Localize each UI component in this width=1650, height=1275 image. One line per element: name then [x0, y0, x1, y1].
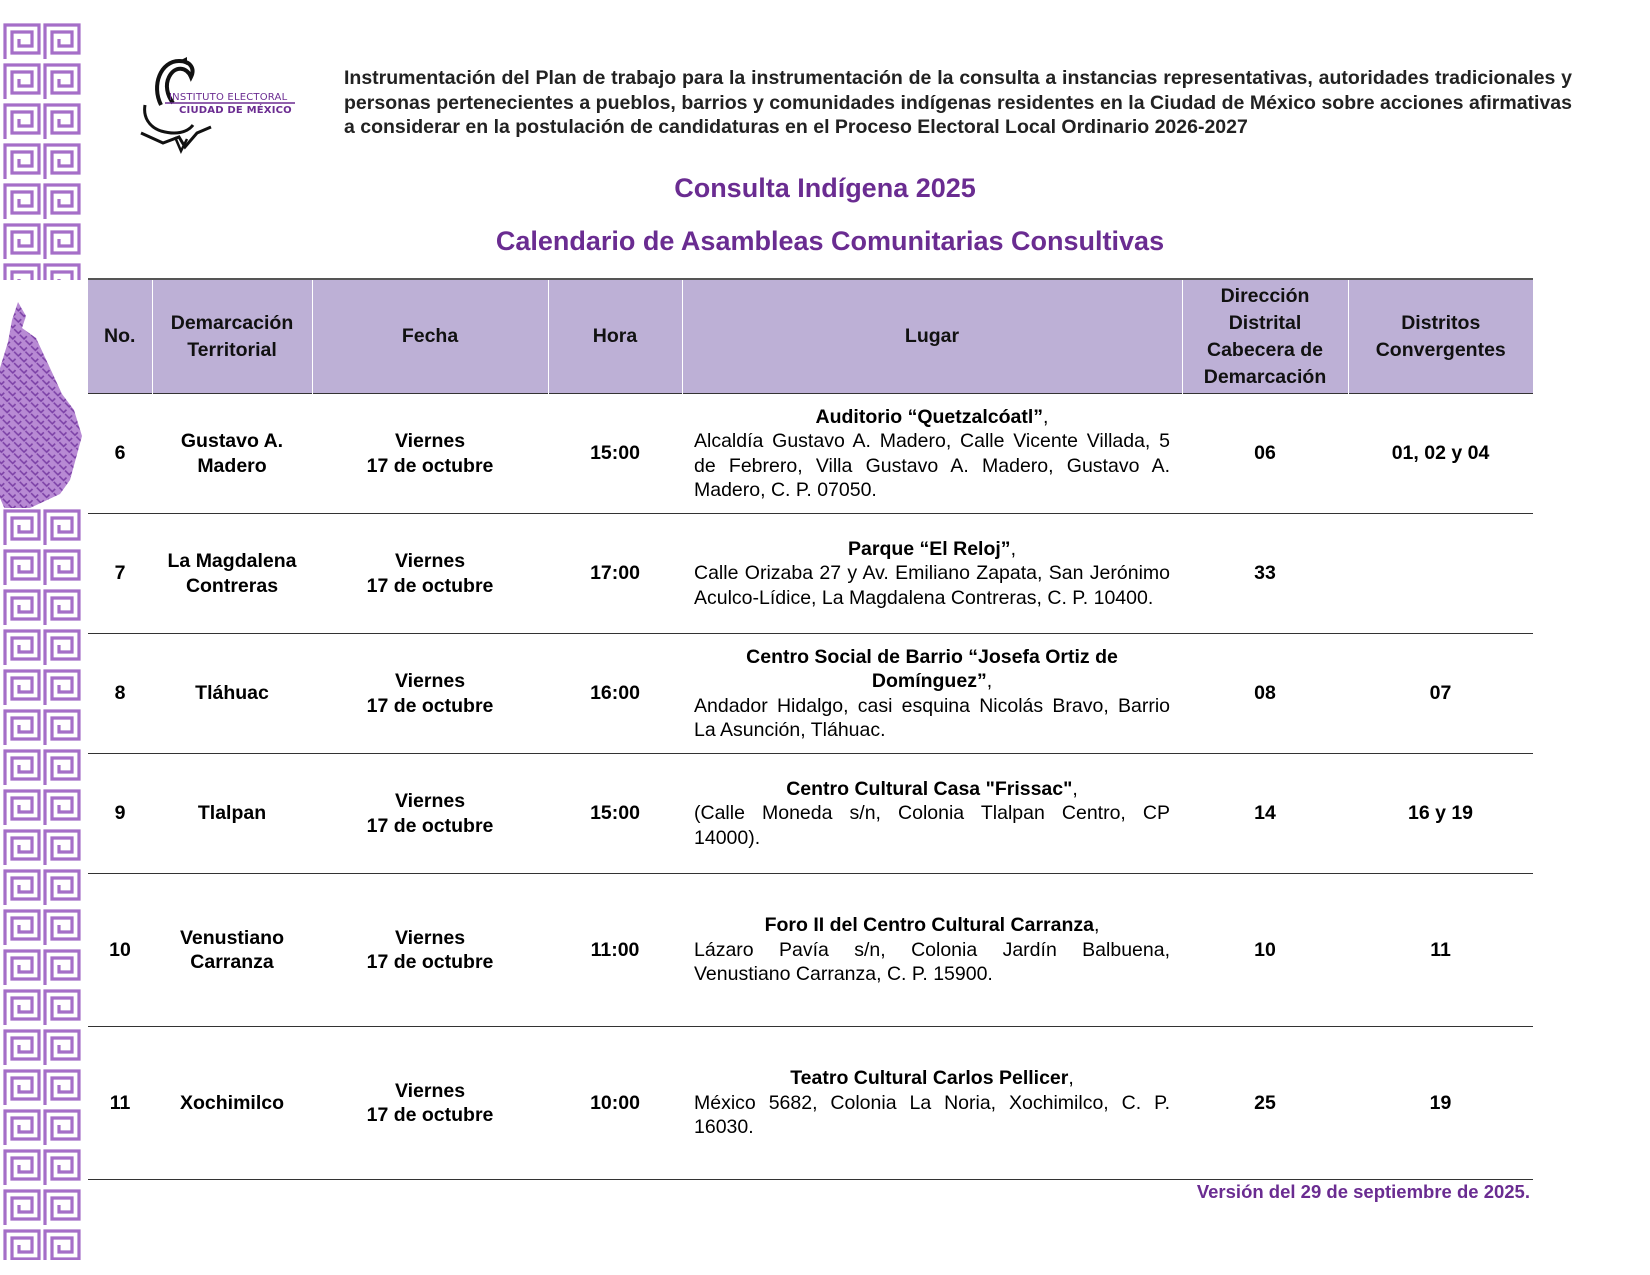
page-title: Consulta Indígena 2025	[674, 173, 976, 203]
version-note: Versión del 29 de septiembre de 2025.	[1196, 1181, 1530, 1202]
lugar-sep: ,	[1010, 537, 1016, 560]
header-distritos: Distritos Convergentes	[1348, 279, 1533, 394]
fecha-fecha: 17 de octubre	[366, 694, 494, 717]
fecha-dia: Viernes	[394, 1079, 466, 1102]
cell-distritos	[1348, 514, 1533, 634]
fecha-fecha: 17 de octubre	[366, 1104, 494, 1126]
cell-lugar	[682, 514, 1182, 634]
cell-fecha	[312, 394, 548, 514]
cell-no: 10	[88, 874, 152, 1027]
lugar-address: Andador Hidalgo, casi esquina Nicolás Bravo, Barrio La Asunción, Tláhuac.	[694, 694, 1170, 741]
header-demarcacion: Demarcación Territorial	[152, 279, 312, 394]
cell-no: 8	[88, 634, 152, 754]
cell-fecha	[312, 1027, 548, 1180]
cell-direccion: 06	[1182, 394, 1348, 514]
cell-hora: 16:00	[548, 634, 682, 754]
cell-demarcacion: Tlalpan	[152, 754, 312, 874]
lugar-name	[694, 1066, 1170, 1091]
table-row	[88, 634, 1533, 754]
header-hora: Hora	[548, 279, 682, 394]
cell-no: 11	[88, 1027, 152, 1180]
document-header: Instrumentación del Plan de trabajo para la instrumentación de la consulta a instancias representativas, autoridades tradicionales y personas pertenecientes a pueblos, barrios y comunidades indígenas residentes en la Ciudad de México sobre acciones afirmativas a considerar en la postulación de candidaturas en el Proceso Electoral Local Ordinario 2026-2027	[344, 67, 1572, 138]
lugar-nombre: Centro Cultural Casa "Frissac"	[786, 777, 1073, 800]
table-header-row	[88, 279, 1533, 394]
cell-demarcacion: Xochimilco	[152, 1027, 312, 1180]
table-row	[88, 394, 1533, 514]
cell-hora: 10:00	[548, 1027, 682, 1180]
cell-demarcacion: Gustavo A. Madero	[152, 394, 312, 514]
fecha-dia: Viernes	[394, 670, 466, 692]
cell-hora: 15:00	[548, 394, 682, 514]
cell-direccion: 14	[1182, 754, 1348, 874]
header-lugar: Lugar	[682, 279, 1182, 394]
fecha-dia: Viernes	[394, 790, 466, 812]
table-row	[88, 514, 1533, 634]
cell-fecha	[312, 754, 548, 874]
fecha-dia: Viernes	[394, 430, 466, 452]
cell-distritos: 11	[1348, 874, 1533, 1027]
logo-text-line1: INSTITUTO ELECTORAL	[169, 92, 288, 103]
lugar-address: Alcaldía Gustavo A. Madero, Calle Vicente Villada, 5 de Febrero, Villa Gustavo A. Madero, Gustavo A. Madero, C. P. 07050.	[694, 430, 1170, 501]
cell-distritos: 19	[1348, 1027, 1533, 1180]
cell-demarcacion: La Magdalena Contreras	[152, 514, 312, 634]
lugar-sep: ,	[1072, 777, 1078, 800]
lugar-name	[694, 537, 1170, 562]
lugar-address: México 5682, Colonia La Noria, Xochimilco, C. P. 16030.	[694, 1091, 1170, 1139]
header-direccion: Dirección Distrital Cabecera de Demarcación	[1182, 279, 1348, 394]
logo-text-line2: CIUDAD DE MÉXICO	[179, 105, 292, 116]
cell-demarcacion: Venustiano Carranza	[152, 874, 312, 1027]
cell-lugar	[682, 1027, 1182, 1180]
lugar-nombre: Foro II del Centro Cultural Carranza	[764, 914, 1094, 937]
cell-fecha	[312, 874, 548, 1027]
lugar-sep: ,	[986, 670, 993, 692]
cell-no: 6	[88, 394, 152, 514]
lugar-address: Lázaro Pavía s/n, Colonia Jardín Balbuena, Venustiano Carranza, C. P. 15900.	[694, 938, 1170, 986]
fecha-fecha: 17 de octubre	[366, 574, 494, 597]
header-fecha: Fecha	[312, 279, 548, 394]
cell-distritos: 01, 02 y 04	[1348, 394, 1533, 514]
calendar-table	[88, 278, 1533, 1180]
cell-direccion: 33	[1182, 514, 1348, 634]
lugar-name	[694, 777, 1170, 802]
cell-distritos: 16 y 19	[1348, 754, 1533, 874]
lugar-sep: ,	[1068, 1067, 1074, 1090]
cell-direccion: 10	[1182, 874, 1348, 1027]
greek-fret-pattern-bottom-icon	[2, 508, 82, 1260]
cell-direccion: 08	[1182, 634, 1348, 754]
cell-hora: 15:00	[548, 754, 682, 874]
lugar-address: (Calle Moneda s/n, Colonia Tlalpan Centro, CP 14000).	[694, 802, 1170, 849]
lugar-nombre: Auditorio “Quetzalcóatl”	[815, 405, 1044, 428]
cell-no: 9	[88, 754, 152, 874]
fecha-dia: Viernes	[394, 550, 466, 572]
cell-direccion: 25	[1182, 1027, 1348, 1180]
lugar-nombre: Centro Social de Barrio “Josefa Ortiz de Domínguez”	[746, 645, 1118, 692]
fecha-dia: Viernes	[394, 926, 466, 949]
cell-lugar	[682, 874, 1182, 1027]
lugar-name	[694, 645, 1170, 694]
page-subtitle: Calendario de Asambleas Comunitarias Consultivas	[495, 226, 1165, 256]
decorative-left-band	[0, 22, 84, 1262]
cell-hora: 17:00	[548, 514, 682, 634]
institution-logo	[135, 55, 310, 155]
header-no: No.	[88, 279, 152, 394]
cell-fecha	[312, 514, 548, 634]
cell-no: 7	[88, 514, 152, 634]
cell-lugar	[682, 394, 1182, 514]
lugar-nombre: Parque “El Reloj”	[848, 537, 1011, 560]
cell-demarcacion: Tláhuac	[152, 634, 312, 754]
cell-distritos: 07	[1348, 634, 1533, 754]
cell-lugar	[682, 754, 1182, 874]
lugar-name	[694, 405, 1170, 430]
fecha-fecha: 17 de octubre	[366, 951, 494, 973]
table-row	[88, 754, 1533, 874]
cell-lugar	[682, 634, 1182, 754]
cdmx-map-silhouette-icon	[0, 298, 84, 518]
lugar-sep: ,	[1093, 914, 1100, 937]
fecha-fecha: 17 de octubre	[366, 814, 494, 837]
lugar-address: Calle Orizaba 27 y Av. Emiliano Zapata, San Jerónimo Aculco-Lídice, La Magdalena Contreras, C. P. 10400.	[694, 562, 1170, 609]
table-row	[88, 874, 1533, 1027]
table-row	[88, 1027, 1533, 1180]
lugar-sep: ,	[1043, 405, 1049, 428]
lugar-nombre: Teatro Cultural Carlos Pellicer	[790, 1067, 1069, 1090]
fecha-fecha: 17 de octubre	[366, 454, 494, 477]
cell-hora: 11:00	[548, 874, 682, 1027]
cell-fecha	[312, 634, 548, 754]
lugar-name	[694, 913, 1170, 938]
